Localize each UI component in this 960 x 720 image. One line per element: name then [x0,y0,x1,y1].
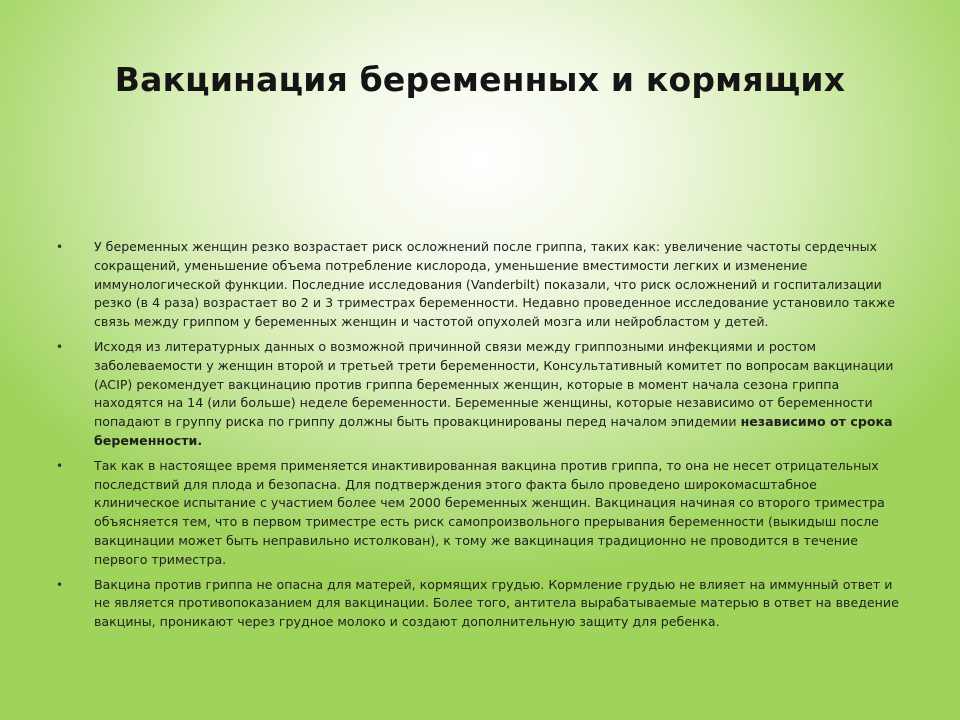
bullet-item-pregnancy-risk [54,238,904,332]
bullet-marker: • [56,458,64,473]
bullet-item-acip-recommendation [54,338,904,451]
bullet-text: Вакцина против гриппа не опасна для матерей, кормящих грудью. Кормление грудью не влияет на иммунный ответ и не является противопоказанием для вакцинации. Более того, антитела вырабатываемые матерью в ответ на введение вакцины, проникают через грудное молоко и создают дополнительную защиту для ребенка. [94,576,899,630]
bullet-list [54,238,904,638]
bullet-item-vaccine-safety [54,457,904,570]
bullet-marker: • [56,577,64,592]
bullet-bold-text: независимо от срока беременности. [94,414,893,448]
bullet-item-breastfeeding [54,576,904,632]
bullet-text: Так как в настоящее время применяется инактивированная вакцина против гриппа, то она не несет отрицательных последствий для плода и безопасна. Для подтверждения этого факта было проведено широкомасштабное клиническое испытание с участием более чем 2000 беременных женщин. Вакцинация начиная со второго триместра объясняется тем, что в первом триместре есть риск самопроизвольного прерывания беременности (выкидыш после вакцинации может быть неправильно истолкован), к тому же вакцинация традиционно не проводится в течение первого триместра. [94,457,885,567]
bullet-marker: • [56,339,64,354]
bullet-text: Исходя из литературных данных о возможной причинной связи между гриппозными инфекциями и ростом заболеваемости у женщин второй и третьей трети беременности, Консультативный комитет по вопросам вакцинации (ACIP) рекомендует вакцинацию против гриппа беременных женщин, которые в момент начала сезона гриппа находятся на 14 (или больше) неделе беременности. Беременные женщины, которые независимо от беременности попадают в группу риска по гриппу должны быть провакцинированы перед началом эпидемии [94,338,894,430]
bullet-text: У беременных женщин резко возрастает риск осложнений после гриппа, таких как: увеличение частоты сердечных сокращений, уменьшение объема потребление кислорода, уменьшение вместимости легких и изменение иммунологической функции. Последние исследования (Vanderbilt) показали, что риск осложнений и госпитализации резко (в 4 раза) возрастает во 2 и 3 триместрах беременности. Недавно проведенное исследование установило также связь между гриппом у беременных женщин и частотой опухолей мозга или нейробластом у детей. [94,239,895,330]
bullet-marker: • [56,240,64,254]
slide-title: Вакцинация беременных и кормящих [114,60,846,99]
